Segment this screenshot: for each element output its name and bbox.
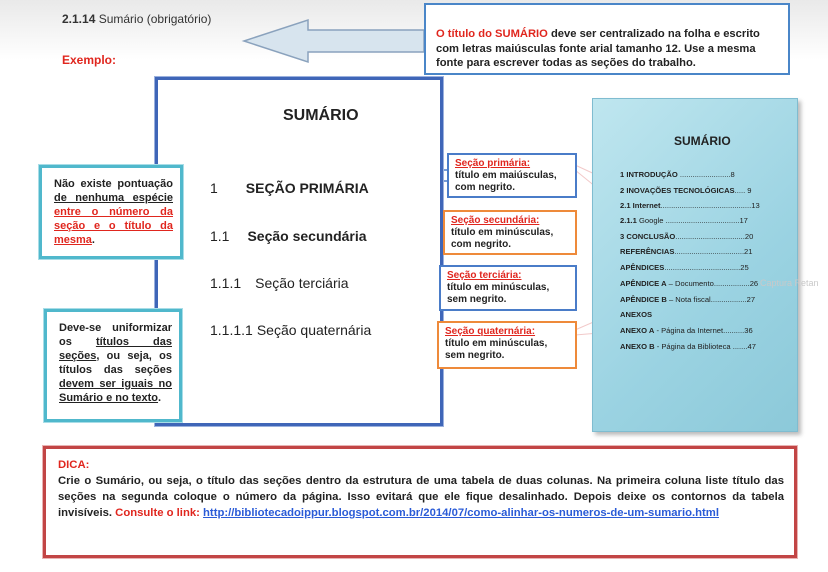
callout-primary	[447, 153, 577, 198]
sample-line-bold: 3 CONCLUSÃO	[620, 232, 676, 241]
sample-line-bold: 2.1.1	[620, 216, 637, 225]
note1-part2: de nenhuma espécie	[54, 192, 173, 204]
sample-line-bold: REFERÊNCIAS	[620, 247, 675, 256]
top-note	[424, 3, 790, 75]
sample-line-bold: ANEXO B	[620, 342, 655, 351]
sample-sumario-title: SUMÁRIO	[674, 134, 731, 148]
dica-text: Crie o Sumário, ou seja, o título das seções dentro da estrutura de uma tabela de duas colunas. Na primeira coluna liste título das seções na segunda coloque o número da página. Isso evitará que ele fique desalinhado. Depois deixe os contornos da tabela invisíveis.	[58, 475, 784, 519]
entry-secondary	[210, 228, 367, 244]
sumario-example-box	[155, 77, 443, 426]
callout-secondary-label: Seção secundária:	[451, 215, 540, 226]
callout-primary-label: Seção primária:	[455, 158, 531, 169]
heading-text: Sumário (obrigatório)	[95, 12, 212, 26]
callout-secondary	[443, 210, 577, 255]
callout-primary-desc: título em maiúsculas, com negrito.	[455, 170, 557, 193]
entry-quaternary-num: 1.1.1.1	[210, 322, 253, 338]
note1-part5: .	[91, 234, 95, 246]
sample-sumario-line	[620, 326, 753, 335]
sample-sumario-line	[620, 279, 758, 288]
sample-line-bold: ANEXOS	[620, 310, 653, 319]
callout-secondary-desc: título em minúsculas, com negrito.	[451, 227, 554, 250]
entry-quaternary	[210, 322, 371, 338]
top-note-red: O título do SUMÁRIO	[436, 28, 548, 40]
callout-quaternary-label: Seção quaternária:	[445, 326, 536, 337]
sample-sumario-line	[620, 247, 753, 256]
sumario-title: SUMÁRIO	[283, 107, 359, 124]
sample-line-bold: APÊNDICE A	[620, 279, 667, 288]
sample-sumario-line	[620, 295, 755, 304]
sample-sumario-line	[620, 186, 752, 195]
sample-sumario-line	[620, 201, 760, 210]
note2-part2: títulos das seções	[59, 336, 172, 362]
sample-line-rest: – Nota fiscal.................27	[666, 295, 756, 304]
note2-part1: Deve-se uniformizar os	[59, 322, 172, 348]
entry-quaternary-text: Seção quaternária	[256, 322, 372, 338]
sample-sumario-line	[620, 216, 748, 225]
sample-sumario-line	[620, 263, 749, 272]
sample-line-rest: - Página da Biblioteca .......47	[654, 342, 756, 351]
sample-line-bold: APÊNDICES	[620, 263, 665, 272]
dica-title: DICA:	[58, 459, 90, 471]
note1-part1: Não existe pontuação	[54, 178, 173, 190]
entry-primary-num: 1	[210, 180, 218, 196]
entry-tertiary-num: 1.1.1	[210, 275, 242, 291]
sample-sumario-line	[620, 232, 753, 241]
sample-line-bold: 2.1 Internet	[620, 201, 661, 210]
sample-line-rest: - Página da Internet..........36	[654, 326, 753, 335]
entry-primary	[210, 180, 369, 196]
dica-consult: Consulte o link:	[115, 507, 204, 519]
exemplo-label: Exemplo:	[62, 53, 117, 67]
note-uniformize	[44, 309, 182, 422]
sample-line-rest: Google ...................................17	[636, 216, 748, 225]
callout-quaternary-desc: título em minúsculas, sem negrito.	[445, 338, 548, 361]
entry-tertiary	[210, 275, 349, 291]
entry-tertiary-text: Seção terciária	[255, 275, 349, 291]
entry-secondary-num: 1.1	[210, 228, 230, 244]
sample-line-bold: 1 INTRODUÇÃO	[620, 170, 678, 179]
note1-part4: entre o número da seção e o título da mesma	[54, 206, 173, 246]
sample-line-rest: – Documento.................26	[666, 279, 759, 288]
sample-line-rest: ....................................25	[664, 263, 749, 272]
sample-line-rest: .................................21	[674, 247, 753, 256]
sample-line-rest: .................................20	[675, 232, 754, 241]
callout-quaternary	[437, 321, 577, 369]
sample-sumario-line	[620, 310, 652, 319]
note2-part5: .	[158, 392, 162, 404]
dica-link[interactable]: http://bibliotecadoippur.blogspot.com.br/2014/07/como-alinhar-os-numeros-de-um-sumario.html	[203, 507, 719, 519]
entry-secondary-text: Seção secundária	[247, 228, 367, 244]
heading-number: 2.1.14	[62, 12, 96, 26]
note-punctuation	[39, 165, 183, 259]
sample-sumario-line	[620, 170, 735, 179]
sample-line-rest: ...........................................13	[660, 201, 760, 210]
sample-line-rest: ..... 9	[734, 186, 752, 195]
note2-part4: devem ser iguais no Sumário e no texto	[59, 378, 172, 404]
sample-line-bold: ANEXO A	[620, 326, 655, 335]
callout-tertiary-label: Seção terciária:	[447, 270, 522, 281]
callout-tertiary-desc: título em minúsculas, sem negrito.	[447, 282, 550, 305]
sample-sumario-line	[620, 342, 756, 351]
note2-part3: , ou seja, os títulos das seções	[59, 350, 172, 376]
sample-line-bold: APÊNDICE B	[620, 295, 667, 304]
callout-tertiary	[439, 265, 577, 311]
top-note-rest: deve ser centralizado na folha e escrito com letras maiúsculas fonte arial tamanho 12. Use a mesma fonte para escrever todas as seções do trabalho.	[436, 28, 760, 69]
watermark-text: Captura Retan	[760, 278, 819, 288]
top-arrow-icon	[244, 20, 424, 62]
entry-primary-text: SEÇÃO PRIMÁRIA	[245, 180, 369, 196]
sample-line-bold: 2 INOVAÇÕES TECNOLÓGICAS	[620, 186, 735, 195]
dica-box	[43, 446, 797, 558]
sample-line-rest: ........................8	[677, 170, 735, 179]
